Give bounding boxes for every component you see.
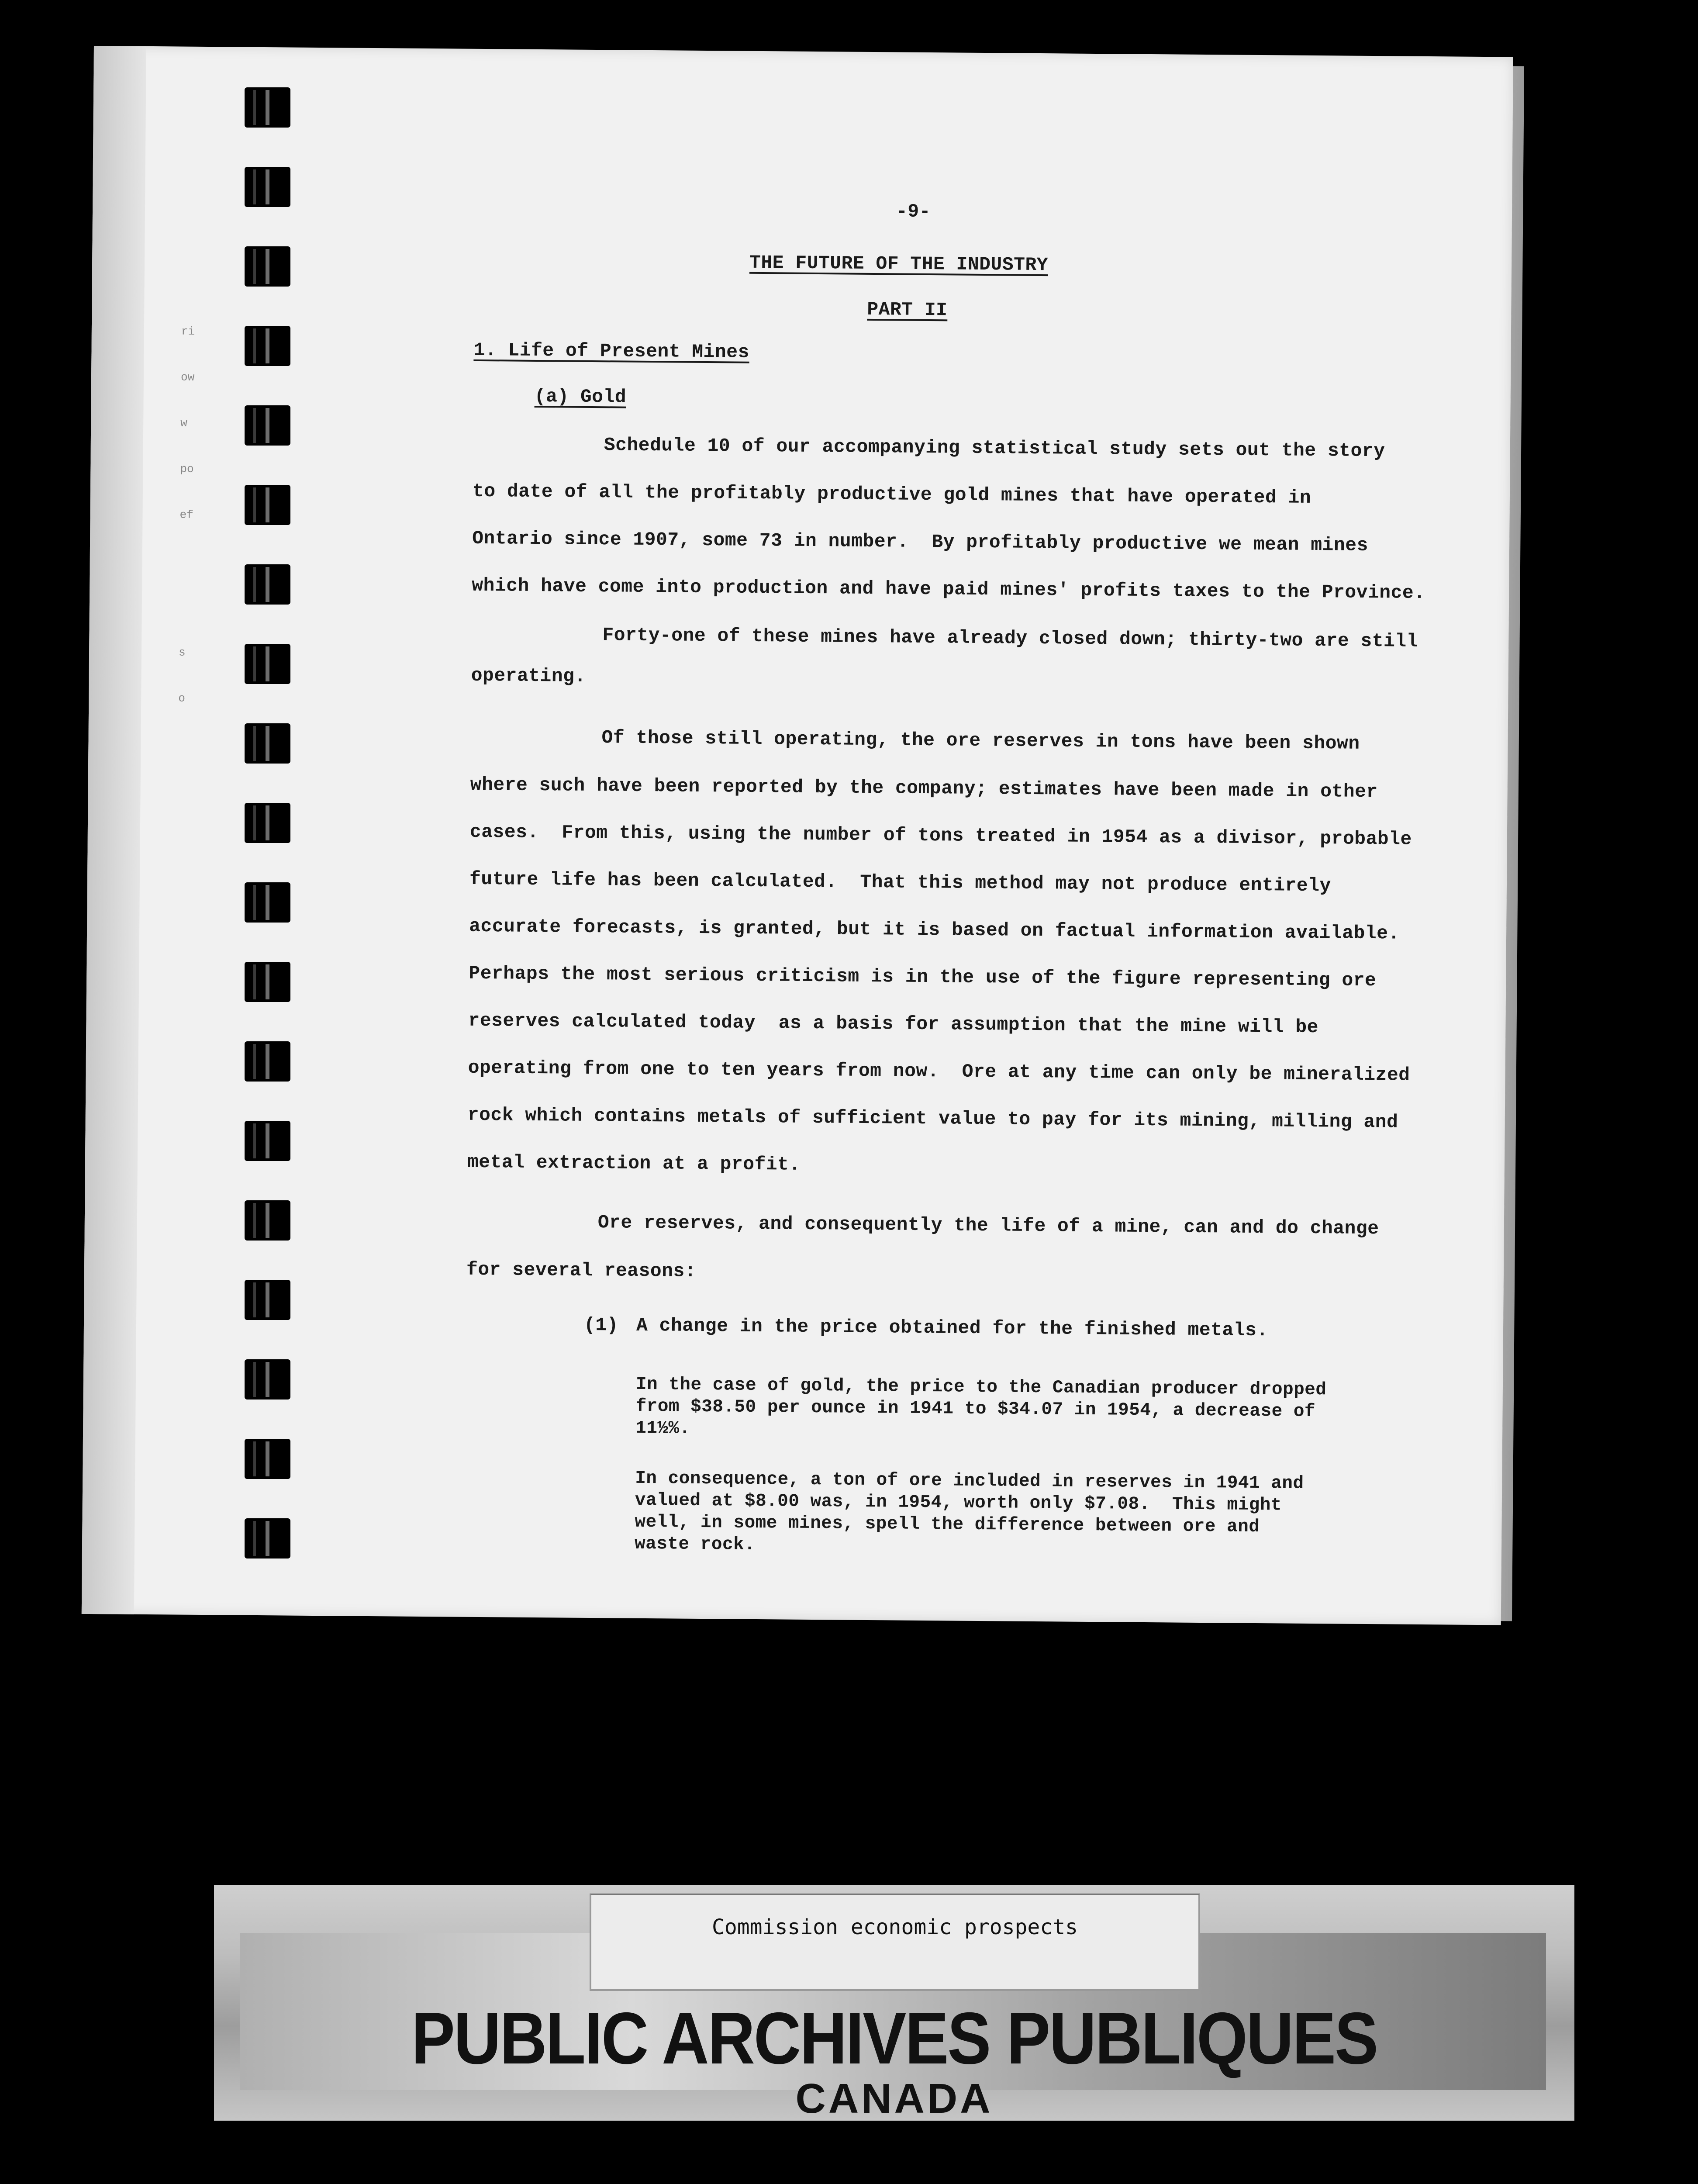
body-line: rock which contains metals of sufficient value to pay for its mining, milling and [467, 1104, 1398, 1133]
binding-coil [245, 962, 290, 1002]
margin-mark: ri [181, 325, 195, 338]
margin-marks [178, 309, 195, 722]
typed-page [82, 46, 1513, 1625]
margin-mark: o [178, 691, 186, 705]
binding-coil [245, 167, 290, 207]
binding-coil [245, 1121, 290, 1161]
body-line: Schedule 10 of our accompanying statistical study sets out the story [604, 434, 1385, 462]
margin-mark: ow [180, 370, 195, 384]
page-title: THE FUTURE OF THE INDUSTRY [749, 252, 1049, 276]
binding-coil [245, 246, 290, 287]
binding-coil [245, 1041, 290, 1082]
archive-tag-text: Commission economic prospects [711, 1915, 1078, 1939]
binding-coil [245, 1518, 290, 1559]
archive-name: PUBLIC ARCHIVES PUBLIQUES [411, 1997, 1377, 2080]
body-line: for several reasons: [466, 1258, 697, 1282]
archive-country: CANADA [795, 2075, 993, 2122]
note-line: In the case of gold, the price to the Canadian producer dropped [635, 1374, 1327, 1400]
note-line: waste rock. [634, 1534, 756, 1555]
binding-coil [245, 1200, 290, 1241]
note-line: well, in some mines, spell the difference between ore and [635, 1512, 1260, 1538]
archive-label [214, 1885, 1574, 2121]
binding-coil [245, 723, 290, 764]
body-line: to date of all the profitably productive gold mines that have operated in [472, 480, 1311, 508]
binding-coil [245, 87, 290, 128]
list-item-text: A change in the price obtained for the finished metals. [636, 1314, 1268, 1341]
binding-coil [245, 326, 290, 366]
body-line: operating from one to ten years from now. Ore at any time can only be mineralized [468, 1057, 1410, 1086]
spiral-binding [245, 87, 293, 1607]
part-heading: PART II [867, 298, 948, 321]
page-gutter [82, 46, 146, 1614]
margin-mark: s [178, 646, 186, 659]
archive-tag [590, 1894, 1200, 1991]
binding-coil [245, 405, 290, 446]
binding-coil [245, 882, 290, 923]
binding-coil [245, 644, 290, 684]
list-marker: (1) [583, 1314, 619, 1336]
body-line: which have come into production and have paid mines' profits taxes to the Province. [472, 574, 1425, 604]
binding-coil [245, 564, 290, 605]
body-line: Forty-one of these mines have already closed down; thirty-two are still [602, 624, 1418, 652]
body-line: reserves calculated today as a basis for assumption that the mine will be [468, 1009, 1319, 1038]
body-line: Ore reserves, and consequently the life of a mine, can and do change [597, 1212, 1379, 1240]
note-line: 11½%. [635, 1418, 690, 1439]
body-line: Ontario since 1907, some 73 in number. By profitably productive we mean mines [472, 527, 1369, 556]
body-line: Perhaps the most serious criticism is in the use of the figure representing ore [469, 962, 1377, 992]
body-line: where such have been reported by the company; estimates have been made in other [470, 774, 1378, 803]
binding-coil [245, 485, 290, 525]
page-number: -9- [896, 200, 931, 223]
section-heading: 1. Life of Present Mines [473, 339, 750, 363]
margin-mark: po [180, 462, 194, 476]
binding-coil [245, 803, 290, 843]
body-line: future life has been calculated. That this method may not produce entirely [469, 868, 1332, 897]
body-line: cases. From this, using the number of tons treated in 1954 as a divisor, probable [469, 821, 1412, 850]
body-line: metal extraction at a profit. [467, 1151, 801, 1175]
binding-coil [245, 1280, 290, 1320]
note-line: In consequence, a ton of ore included in reserves in 1941 and [635, 1468, 1304, 1494]
body-line: operating. [471, 664, 586, 687]
subsection-heading: (a) Gold [534, 385, 627, 408]
note-line: valued at $8.00 was, in 1954, worth only $7.08. This might [635, 1490, 1282, 1516]
body-line: Of those still operating, the ore reserves in tons have been shown [601, 727, 1360, 754]
binding-coil [245, 1439, 290, 1479]
note-line: from $38.50 per ounce in 1941 to $34.07 in 1954, a decrease of [635, 1396, 1316, 1422]
binding-coil [245, 1359, 290, 1400]
margin-mark: ef [179, 508, 193, 522]
body-line: accurate forecasts, is granted, but it is based on factual information available. [469, 915, 1400, 944]
margin-mark: w [180, 416, 187, 430]
